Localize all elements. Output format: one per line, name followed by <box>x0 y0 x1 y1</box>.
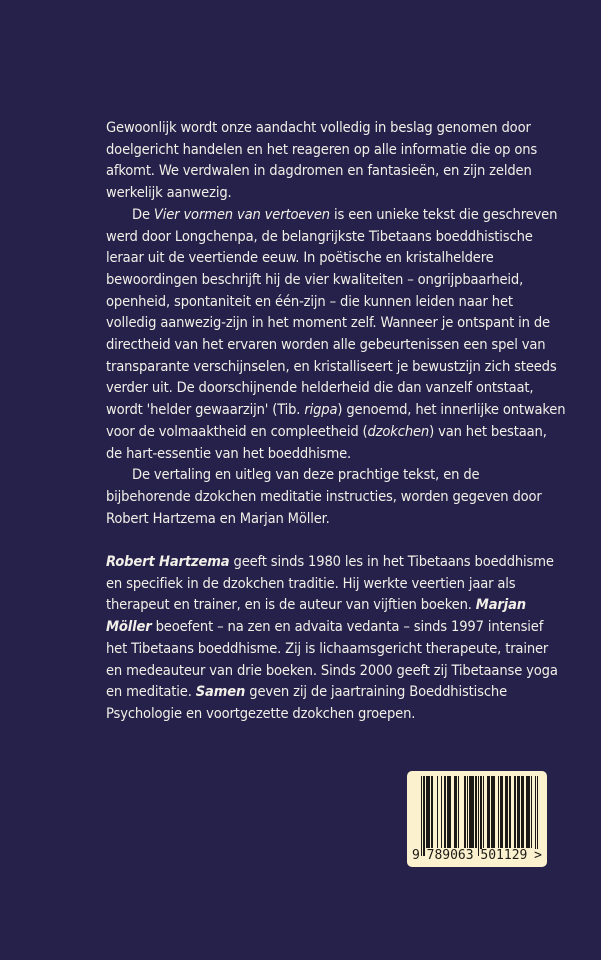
barcode-bars <box>421 776 539 856</box>
book-title: Vier vormen van vertoeven <box>153 205 330 223</box>
author-bio <box>106 551 566 725</box>
samen-label: Samen <box>195 683 246 701</box>
author-name-robert: Robert Hartzema <box>106 553 230 571</box>
term-dzokchen: dzokchen <box>367 422 430 440</box>
text-run: De <box>132 205 154 223</box>
author-name-marjan: Marjan Möller <box>106 596 527 636</box>
text-run: is een unieke tekst die geschreven werd door Longchenpa, de belangrijkste Tibetaans boeddhistische leraar uit de veertiende eeuw. In poëtische en kristalheldere bewoordingen beschrijft hij de vier kwaliteiten – ongrijpbaarheid, openheid, spontaniteit en één-zijn – die kunnen leiden naar het volledig aanwezig-zijn in het moment zelf. Wanneer je ontspant in de directheid van het ervaren worden alle gebeurtenissen een spel van transparante verschijnselen, en kristalliseert je bewustzijn zich steeds verder uit. De doorschijnende helderheid die dan vanzelf ontstaat, wordt 'helder gewaarzijn' (Tib. <box>106 205 558 419</box>
text-run: geven zij de jaartraining Boeddhistische Psychologie en voortgezette dzokchen groepen. <box>106 683 507 722</box>
text-run: ) genoemd, het innerlijke ontwaken voor de volmaaktheid en compleetheid ( <box>106 401 566 440</box>
blurb-paragraph-1: Gewoonlijk wordt onze aandacht volledig in beslag genomen door doelgericht handelen en het reageren op alle informatie die op ons afkomt. We verdwalen in dagdromen en fantasieën, en zijn zelden werkelijk aanwezig. <box>106 119 538 202</box>
blurb-paragraph-3: De vertaling en uitleg van deze prachtige tekst, en de bijbehorende dzokchen meditatie instructies, worden gegeven door Robert Hartzema en Marjan Möller. <box>106 466 542 527</box>
barcode-digit-group: > <box>534 848 542 863</box>
paragraph-gap <box>106 529 566 551</box>
barcode-bar <box>537 776 538 856</box>
barcode-digit-group: 501129 <box>480 848 528 863</box>
barcode-digit-group: 9 <box>412 848 420 863</box>
barcode-digit-group: 789063 <box>426 848 474 863</box>
text-run: beoefent – na zen en advaita vedanta – sinds 1997 intensief het Tibetaans boeddhisme. Zij is lichaamsgericht therapeute, trainer en medeauteur van drie boeken. Sinds 2000 geeft zij Tibetaanse yoga en meditatie. <box>106 618 558 701</box>
barcode-digits <box>411 849 543 862</box>
blurb-paragraph-2 <box>106 204 566 464</box>
term-rigpa: rigpa <box>304 401 338 419</box>
text-run: geeft sinds 1980 les in het Tibetaans boeddhisme en specifiek in de dzokchen traditie. Hij werkte veertien jaar als therapeut en trainer, en is de auteur van vijftien boeken. <box>106 553 554 614</box>
isbn-barcode <box>407 771 547 867</box>
text-run: ) van het bestaan, de hart-essentie van het boeddhisme. <box>106 422 547 462</box>
back-cover-text <box>106 117 566 725</box>
